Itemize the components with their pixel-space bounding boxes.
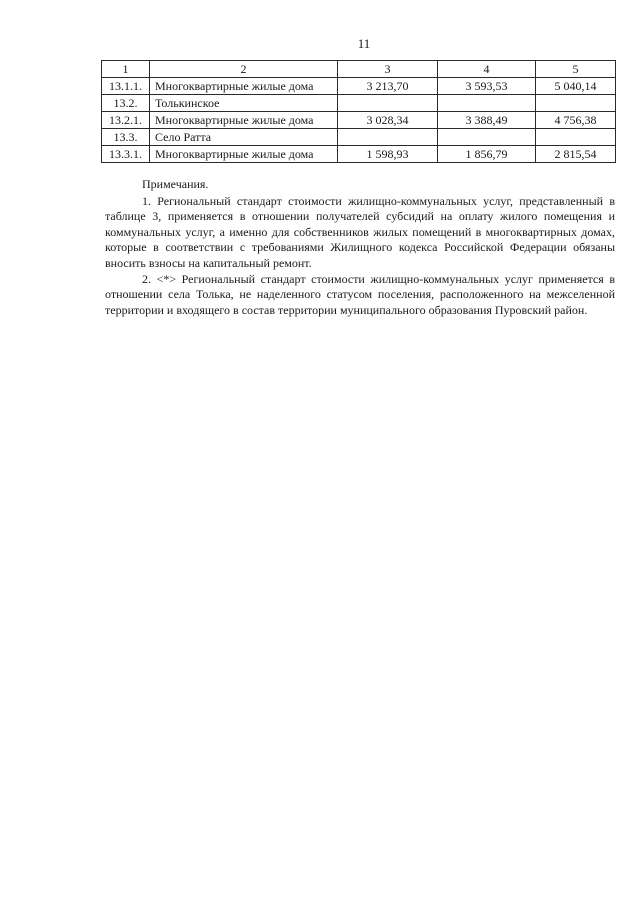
notes-section — [105, 177, 615, 318]
header-cell: 3 — [338, 61, 438, 78]
row-value-col4 — [438, 95, 536, 112]
row-code: 13.3. — [102, 129, 150, 146]
row-code: 13.2.1. — [102, 112, 150, 129]
row-value-col4: 1 856,79 — [438, 146, 536, 163]
note-item: 1. Региональный стандарт стоимости жилищно-коммунальных услуг, представленный в таблице 3, применяется в отношении получателей субсидий на оплату жилого помещения и коммунальных услуг, а именно для собственников жилых помещений в многоквартирных домах, которые в соответствии с требованиями Жилищного кодекса Российской Федерации обязаны вносить взносы на капитальный ремонт. — [105, 193, 615, 270]
row-name: Многоквартирные жилые дома — [150, 112, 338, 129]
row-value-col4 — [438, 129, 536, 146]
table-row — [102, 78, 616, 95]
table-row — [102, 146, 616, 163]
table-row — [102, 129, 616, 146]
note-item: 2. <*> Региональный стандарт стоимости жилищно-коммунальных услуг применяется в отношении села Толька, не наделенного статусом поселения, расположенного на межселенной территории и входящего в состав территории муниципального образования Пуровский район. — [105, 271, 615, 317]
table-header-row — [102, 61, 616, 78]
notes-title: Примечания. — [142, 177, 209, 191]
row-value-col5: 2 815,54 — [536, 146, 616, 163]
header-cell: 5 — [536, 61, 616, 78]
table-row — [102, 112, 616, 129]
header-cell: 2 — [150, 61, 338, 78]
page-number: 11 — [357, 36, 371, 51]
row-value-col4: 3 388,49 — [438, 112, 536, 129]
row-value-col3: 3 028,34 — [338, 112, 438, 129]
row-value-col5 — [536, 95, 616, 112]
row-value-col5: 5 040,14 — [536, 78, 616, 95]
row-value-col3 — [338, 129, 438, 146]
row-value-col5 — [536, 129, 616, 146]
housing-cost-table — [101, 60, 616, 163]
table-row — [102, 95, 616, 112]
row-name: Многоквартирные жилые дома — [150, 78, 338, 95]
row-value-col3 — [338, 95, 438, 112]
row-name: Толькинское — [150, 95, 338, 112]
row-name: Село Ратта — [150, 129, 338, 146]
row-value-col4: 3 593,53 — [438, 78, 536, 95]
row-name: Многоквартирные жилые дома — [150, 146, 338, 163]
row-code: 13.3.1. — [102, 146, 150, 163]
row-value-col3: 3 213,70 — [338, 78, 438, 95]
row-code: 13.1.1. — [102, 78, 150, 95]
row-value-col5: 4 756,38 — [536, 112, 616, 129]
row-value-col3: 1 598,93 — [338, 146, 438, 163]
row-code: 13.2. — [102, 95, 150, 112]
header-cell: 1 — [102, 61, 150, 78]
header-cell: 4 — [438, 61, 536, 78]
